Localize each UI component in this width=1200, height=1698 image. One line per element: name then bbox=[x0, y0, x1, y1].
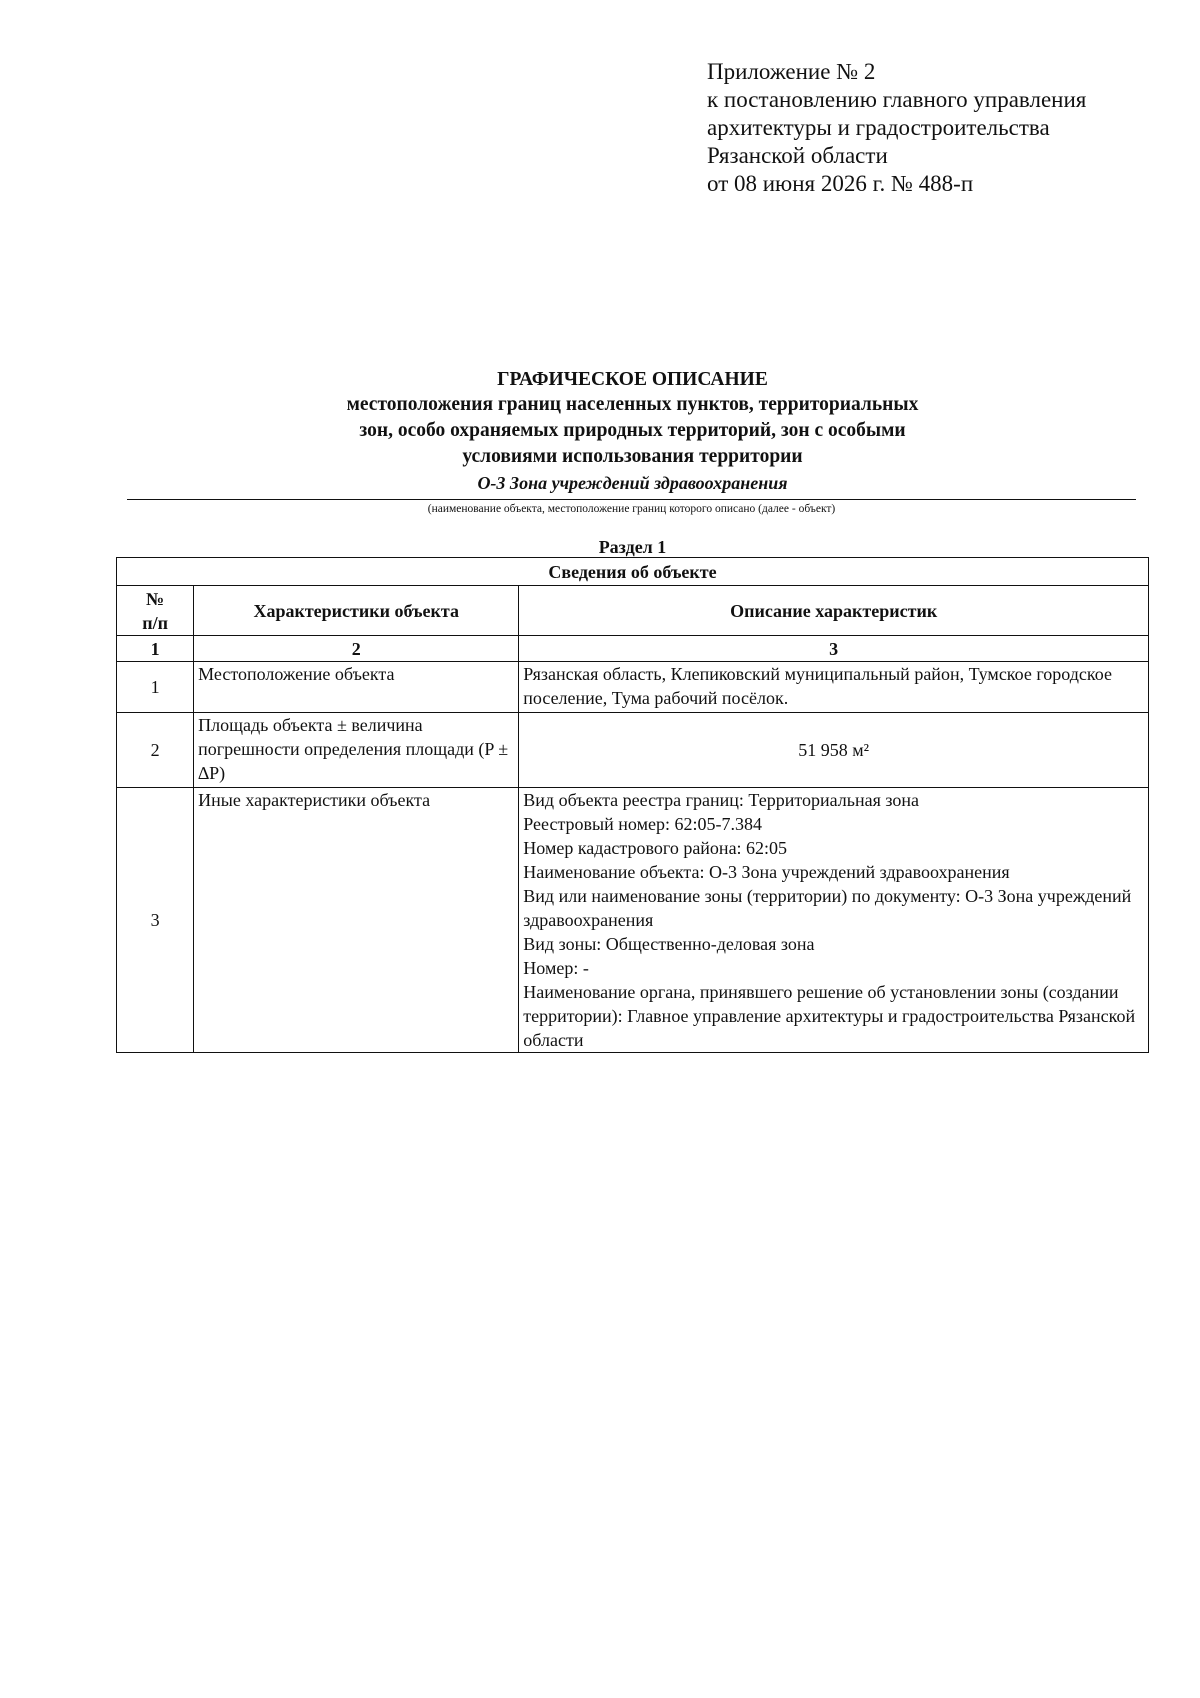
title-subtitle-line: условиями использования территории bbox=[462, 446, 803, 467]
appendix-line: Приложение № 2 bbox=[707, 59, 876, 84]
header-num bbox=[117, 586, 194, 636]
row-number: 3 bbox=[117, 788, 194, 1053]
appendix-header bbox=[707, 58, 1086, 198]
section-label: Раздел 1 bbox=[598, 537, 667, 557]
column-number: 3 bbox=[519, 636, 1149, 662]
title-subtitle-line: зон, особо охраняемых природных территорий, зон с особыми bbox=[359, 420, 906, 441]
object-name: О-3 Зона учреждений здравоохранения bbox=[477, 473, 788, 493]
description-line: Вид зоны: Общественно-деловая зона bbox=[523, 934, 815, 954]
row-characteristic: Площадь объекта ± величина погрешности определения площади (P ± ∆P) bbox=[194, 713, 519, 788]
appendix-line: к постановлению главного управления bbox=[707, 87, 1087, 112]
title-subtitle-line: местоположения границ населенных пунктов, территориальных bbox=[346, 394, 919, 415]
title-underline bbox=[127, 499, 1136, 500]
object-name-caption: (наименование объекта, местоположение границ которого описано (далее - объект) bbox=[427, 503, 836, 515]
row-number: 2 bbox=[117, 713, 194, 788]
document-title bbox=[0, 368, 1200, 495]
row-characteristic: Местоположение объекта bbox=[194, 662, 519, 713]
table-row bbox=[117, 713, 1149, 788]
row-description bbox=[519, 788, 1149, 1053]
row-description: 51 958 м² bbox=[519, 713, 1149, 788]
header-description: Описание характеристик bbox=[519, 586, 1149, 636]
appendix-line: от 08 июня 2026 г. № 488-п bbox=[707, 171, 974, 196]
description-line: Наименование органа, принявшего решение об установлении зоны (создании территории): Главное управление архитектуры и градостроительства Рязанской области bbox=[523, 982, 1136, 1050]
description-line: Номер: - bbox=[523, 958, 589, 978]
row-characteristic: Иные характеристики объекта bbox=[194, 788, 519, 1053]
table-row bbox=[117, 788, 1149, 1053]
description-line: Вид объекта реестра границ: Территориальная зона bbox=[523, 790, 919, 810]
column-number: 2 bbox=[194, 636, 519, 662]
table-row bbox=[117, 662, 1149, 713]
object-info-table bbox=[116, 557, 1149, 1053]
appendix-line: архитектуры и градостроительства bbox=[707, 115, 1050, 140]
title-main: ГРАФИЧЕСКОЕ ОПИСАНИЕ bbox=[497, 369, 768, 390]
row-description: Рязанская область, Клепиковский муниципальный район, Тумское городское поселение, Тума рабочий посёлок. bbox=[519, 662, 1149, 713]
description-line: Вид или наименование зоны (территории) по документу: О-3 Зона учреждений здравоохранения bbox=[523, 886, 1132, 930]
description-line: Номер кадастрового района: 62:05 bbox=[523, 838, 788, 858]
table-title: Сведения об объекте bbox=[117, 558, 1149, 586]
header-num-line2: п/п bbox=[142, 612, 168, 633]
row-number: 1 bbox=[117, 662, 194, 713]
description-line: Наименование объекта: О-3 Зона учреждений здравоохранения bbox=[523, 862, 1010, 882]
description-line: Реестровый номер: 62:05-7.384 bbox=[523, 814, 762, 834]
header-num-line1: № bbox=[146, 588, 165, 609]
column-number: 1 bbox=[117, 636, 194, 662]
header-characteristics: Характеристики объекта bbox=[194, 586, 519, 636]
appendix-line: Рязанской области bbox=[707, 143, 888, 168]
